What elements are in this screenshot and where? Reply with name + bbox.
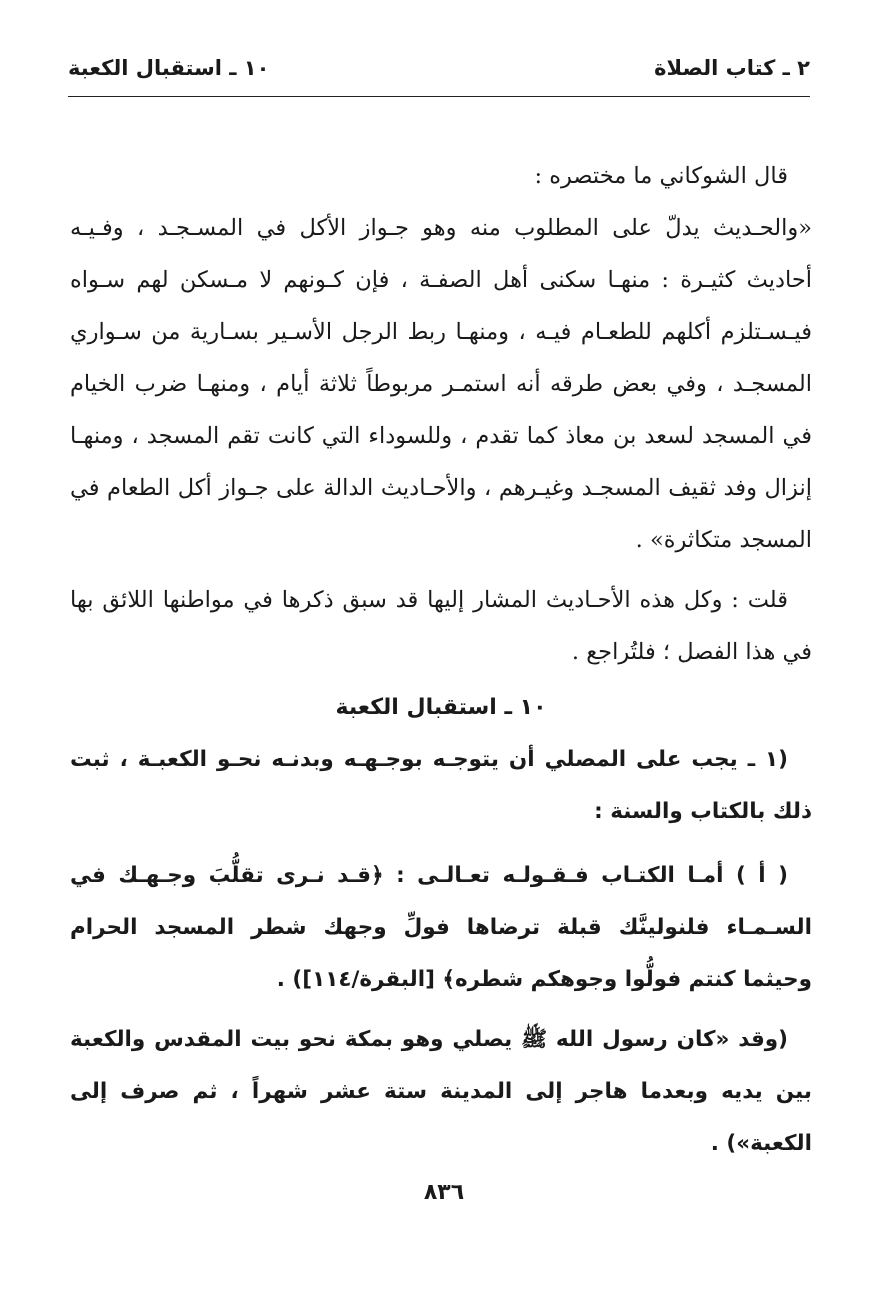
rule-paragraph: (١ ـ يجب على المصلي أن يتوجـه بوجـهـه وبدنـه نحـو الكعبـة ، ثبت ذلك بالكتاب والسنة :	[70, 747, 812, 824]
running-header	[68, 52, 810, 97]
section-title: ١٠ ـ استقبال الكعبة	[335, 695, 547, 720]
section-header-title: ١٠ ـ استقبال الكعبة	[68, 56, 270, 80]
page-number: ٨٣٦	[423, 1180, 465, 1205]
intro-paragraph: قال الشوكاني ما مختصره :	[534, 163, 788, 189]
quran-paragraph: ( أ ) أمـا الكتـاب فـقـولـه تعـالـى : ﴿قـد نـرى تقلُّبَ وجـهـك في السـمـاء فلنولينَّك قبلة ترضاها فولِّ وجهك شطر المسجد الحرام وحيثما كنتم فولُّوا وجوهكم شطره﴾ [البقرة/١١٤]) .	[70, 863, 812, 992]
quote-paragraph: «والحـديث يدلّ على المطلوب منه وهو جـواز الأكل في المسـجـد ، وفـيـه أحاديث كثيـرة : منهـا سكنى أهل الصفـة ، فإن كـونهم لا مـسكن لهم سـواه فيـسـتلزم أكلهم للطعـام فيـه ، ومنهـا ربط الرجل الأسـير بسـارية من سـواري المسجـد ، وفي بعض طرقه أنه استمـر مربوطاً ثلاثة أيام ، ومنهـا ضرب الخيام في المسجد لسعد بن معاذ كما تقدم ، وللسوداء التي كانت تقم المسجد ، ومنهـا إنزال وفد ثقيف المسجـد وغيـرهم ، والأحـاديث الدالة على جـواز أكل الطعام في المسجد متكاثرة» .	[70, 215, 812, 553]
note-paragraph: قلت : وكل هذه الأحـاديث المشار إليها قد سبق ذكرها في مواطنها اللائق بها في هذا الفصل ؛ فلتُراجع .	[70, 587, 812, 665]
chapter-title: ٢ ـ كتاب الصلاة	[654, 56, 810, 80]
hadith-paragraph: (وقد «كان رسول الله ﷺ يصلي وهو بمكة نحو بيت المقدس والكعبة بين يديه وبعدما هاجر إلى المدينة ستة عشر شهراً ، ثم صرف إلى الكعبة») .	[70, 1027, 812, 1156]
page-body	[70, 150, 812, 1170]
